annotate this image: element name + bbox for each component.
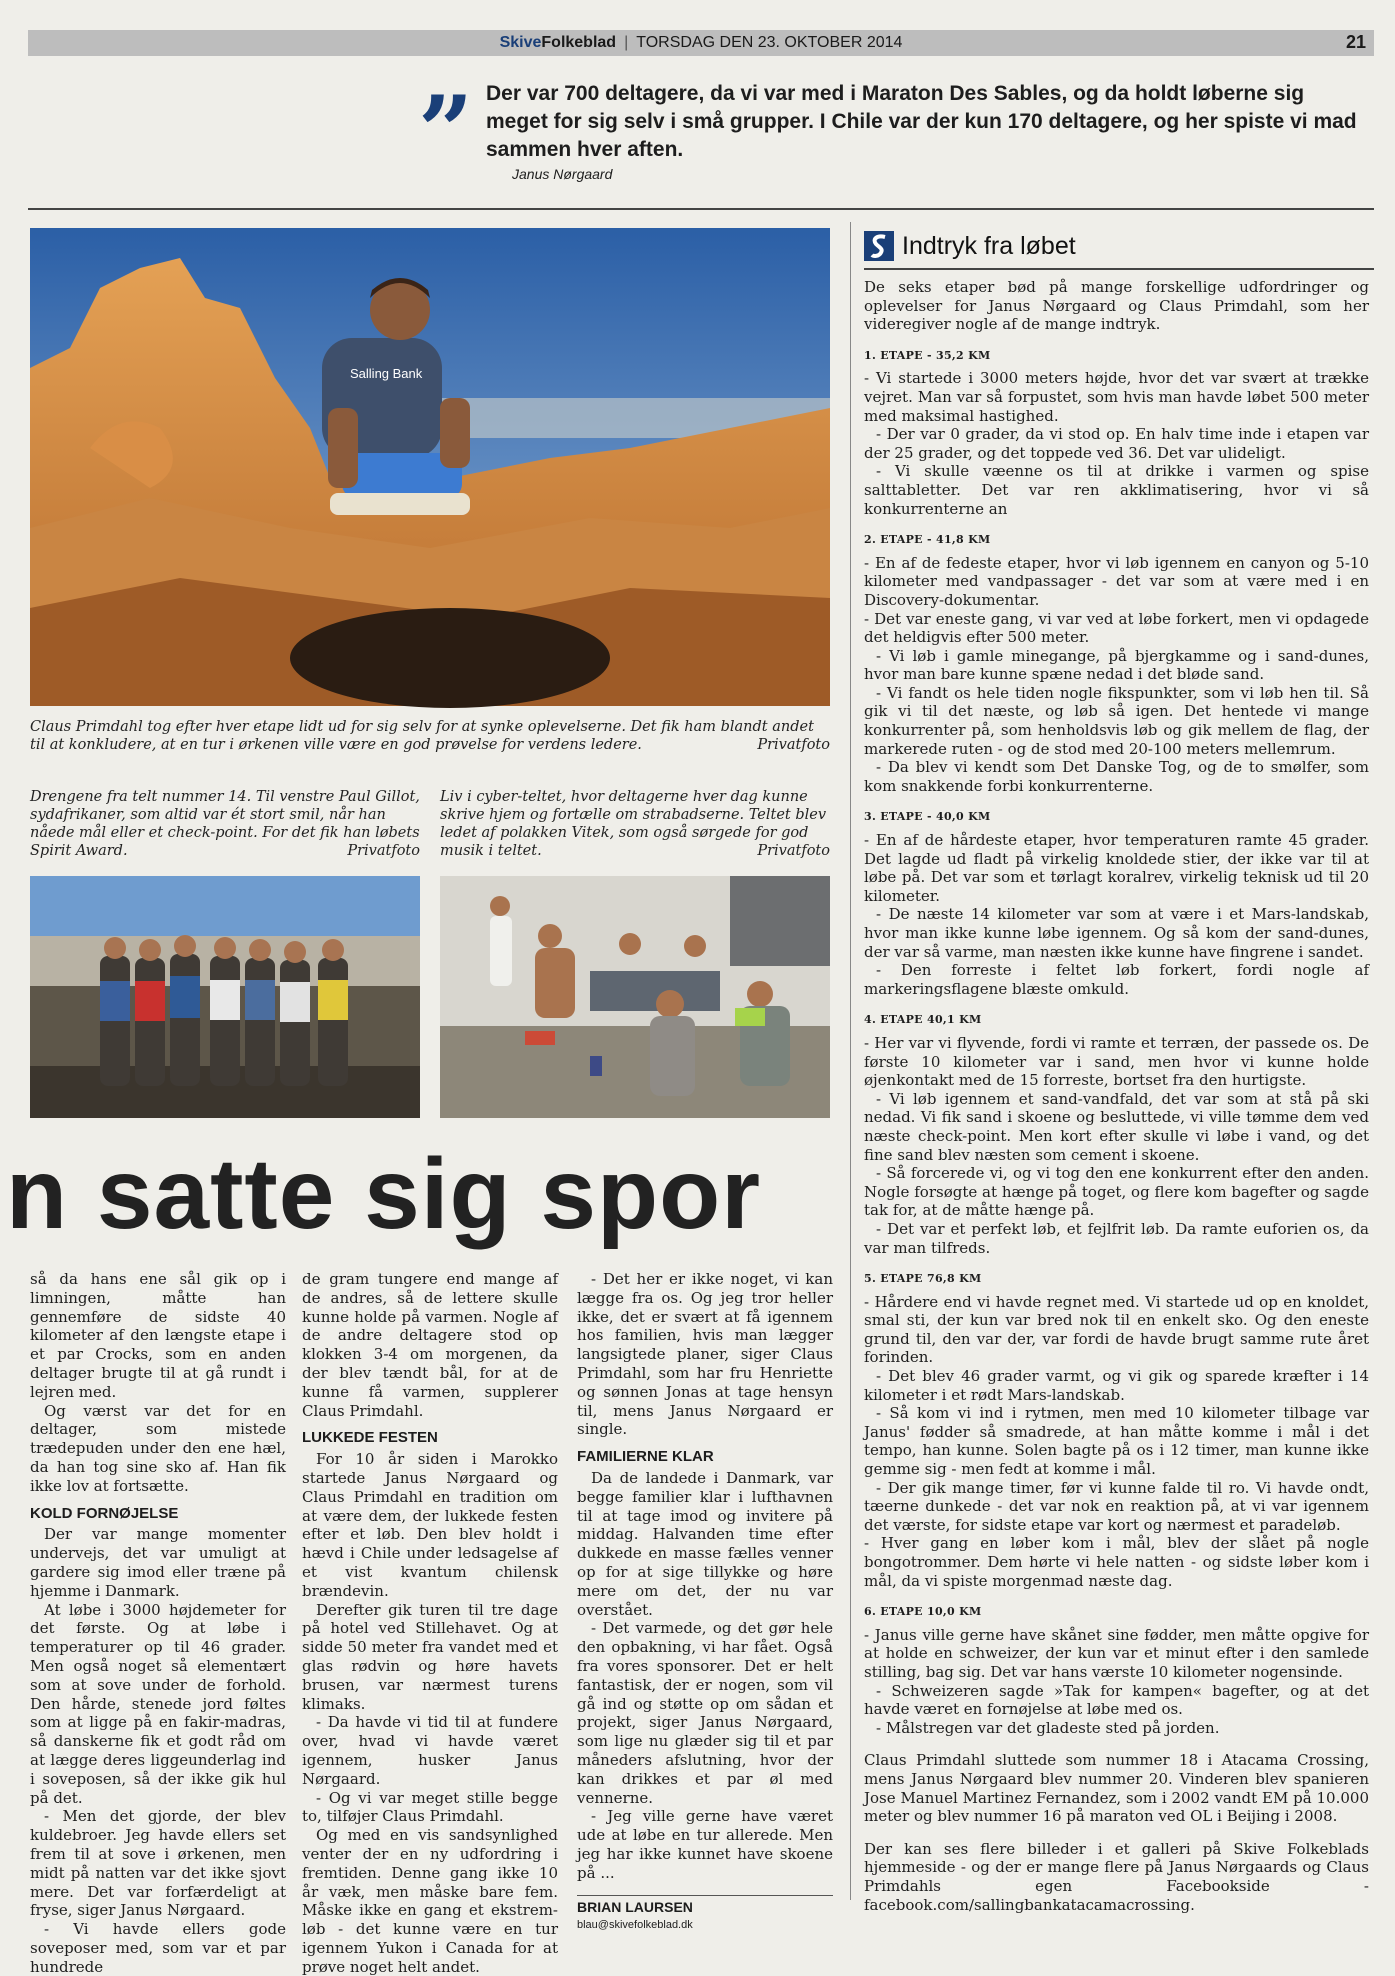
stage-paragraph: - Der gik mange timer, før vi kunne falde til ro. Vi havde ondt, tæerne dunkede - det var nok en reaktion på, at vi var igennem det værste, for sidste etape var kort og nærmest et paradeløb. bbox=[864, 1478, 1369, 1534]
caption-main-credit: Privatfoto bbox=[757, 737, 830, 753]
article-byline-email: blau@skivefolkeblad.dk bbox=[577, 1919, 693, 1932]
article-paragraph: Derefter gik turen til tre dage på hotel ved Stillehavet. Og at sidde 50 meter fra vandet med et glas rødvin og høre havets brusen, var nærmest turens klimaks. bbox=[302, 1600, 558, 1713]
pull-quote-author: Janus Nørgaard bbox=[512, 166, 613, 182]
sidebar-outro-gallery: Der kan ses flere billeder i et galleri på Skive Folkeblads hjemmeside - og der er mange flere på Janus Nørgaards og Claus Primdahls egen Facebookside - facebook.com/sallingbankatacamacrossing. bbox=[864, 1839, 1369, 1914]
stage-paragraph: - Det var eneste gang, vi var ved at løbe forkert, men vi opdagede det heldigvis efter 500 meter. bbox=[864, 609, 1369, 647]
article-paragraph: - Vi havde ellers gode soveposer med, som var et par hundrede bbox=[30, 1920, 286, 1976]
team-group-image bbox=[30, 876, 420, 1118]
stage-paragraph: - Den forreste i feltet løb forkert, fordi nogle af markeringsflagene blæste omkuld. bbox=[864, 961, 1369, 998]
stage-paragraph: - Hårdere end vi havde regnet med. Vi startede ud op en knoldet, smal sti, der kun var bred nok til en enkelt sko. Og den eneste grund til, den var der, var fordi de havde brugt samme rute året forinden. bbox=[864, 1292, 1369, 1367]
stage-paragraph: - En af de fedeste etaper, hvor vi løb igennem en canyon og 5-10 kilometer med vandpassager - det var som at være med i en Discovery-dokumentar. bbox=[864, 553, 1369, 609]
masthead-date: TORSDAG DEN 23. OKTOBER 2014 bbox=[636, 34, 903, 51]
article-paragraph: - Men det gjorde, der blev kuldebroer. Jeg havde ellers set frem til at sove i ørkenen, men midt på natten var det ikke sjovt mere. Det var forfærdeligt at fryse, siger Janus Nørgaard. bbox=[30, 1807, 286, 1920]
stage-heading: 6. ETAPE 10,0 KM bbox=[864, 1605, 982, 1619]
article-paragraph: de gram tungere end mange af de andres, så de lettere skulle kunne holde på varmen. Nogle af de andre deltagere stod op klokken 3-4 om morgenen, da der blev tændt bål, for at de kunne få varmen, supplerer Claus Primdahl. bbox=[302, 1270, 558, 1420]
masthead-brand-folkeblad: Folkeblad bbox=[541, 34, 617, 51]
skive-folkeblad-logo-icon bbox=[864, 231, 894, 261]
article-paragraph: Og med en vis sandsynlighed venter der en ny udfordring i fremtiden. Denne gang ikke 10 år væk, men måske bare fem. Måske ikke en gang et ekstrem-løb - det kunne være en tur igennem Yukon i Canada for at prøve noget helt andet. bbox=[302, 1826, 558, 1976]
stage-paragraph: - Målstregen var det gladeste sted på jorden. bbox=[876, 1718, 1220, 1737]
stage-paragraph: - Vi løb i gamle minegange, på bjergkamme og i sand-dunes, hvor man bare kunne spæne nedad i det bløde sand. bbox=[864, 646, 1369, 684]
article-column-1 bbox=[30, 1270, 286, 1976]
stage-paragraph: - Så kom vi ind i rytmen, men med 10 kilometer tilbage var Janus' fødder så smadrede, at han måtte komme i mål i det tempo, han kunne. Solen bagte på os i 12 timer, man kunne ikke gemme sig - men fedt at komme i mål. bbox=[864, 1404, 1369, 1479]
pull-quote: Der var 700 deltagere, da vi var med i Maraton Des Sables, og da holdt løberne sig meget for sig selv i små grupper. I Chile var der kun 170 deltagere, og her spiste vi mad sammen hver aften. bbox=[486, 82, 1357, 161]
masthead-separator: | bbox=[624, 34, 629, 51]
quote-mark-icon: ” bbox=[418, 75, 474, 188]
article-paragraph: - Det varmede, og det gør hele den opbakning, vi har fået. Også fra vores sponsorer. Det er helt fantastisk, der er nogen, som vil gå ind og støtte op om sådan et projekt, siger Janus Nørgaard, som lige nu glæder sig til et par måneders afslutning, hvor der kan drikkes et par øl med vennerne. bbox=[577, 1619, 833, 1807]
stage-paragraph: - Der var 0 grader, da vi stod op. En halv time inde i etapen var der 25 grader, og det toppede ved 36. Det var ulideligt. bbox=[864, 425, 1369, 462]
stage-heading: 2. ETAPE - 41,8 KM bbox=[864, 533, 991, 547]
stage-heading: 4. ETAPE 40,1 KM bbox=[864, 1013, 982, 1027]
article-paragraph: - Jeg ville gerne have været ude at løbe en tur allerede. Men jeg har ikke kunnet have skoene på ... bbox=[577, 1807, 833, 1882]
stage-paragraph: - Det var et perfekt løb, et fejlfrit løb. Da ramte euforien os, da var man tilfreds. bbox=[864, 1219, 1369, 1257]
sidebar-rule bbox=[864, 268, 1374, 270]
sidebar-intro: De seks etaper bød på mange forskellige udfordringer og oplevelser for Janus Nørgaard og Claus Primdahl, som her videregiver nogle af de mange indtryk. bbox=[864, 278, 1369, 334]
caption-group-credit: Privatfoto bbox=[347, 843, 420, 859]
article-column-3 bbox=[577, 1270, 833, 1935]
photo-tent-14-team bbox=[30, 876, 420, 1118]
stage-paragraph: - Her var vi flyvende, fordi vi ramte et terræn, der passede os. De første 10 kilometer var i sand, men hvor vi kunne holde øjenkontakt med de 15 forreste, bortset fra den hurtigste. bbox=[864, 1033, 1369, 1090]
stage-paragraph: - Vi løb igennem et sand-vandfald, det var som at stå på ski nedad. Vi fik sand i skoene og besluttede, vi ville tømme dem ved næste check-point. Men kort efter skulle vi løbe i vand, og det fine sand blev næsten som cement i skoene. bbox=[864, 1089, 1369, 1164]
article-subheading: FAMILIERNE KLAR bbox=[577, 1448, 714, 1466]
photo-caption-group bbox=[30, 788, 420, 860]
photo-desert-runner bbox=[30, 228, 830, 706]
article-subheading: KOLD FORNØJELSE bbox=[30, 1504, 179, 1522]
masthead-brand-skive: Skive bbox=[499, 34, 542, 51]
stage-paragraph: - Vi startede i 3000 meters højde, hvor det var svært at trække vejret. Man var så forpustet, som hvis man havde løbet 500 meter med maksimal hastighed. bbox=[864, 369, 1369, 425]
caption-tent-text: Liv i cyber-teltet, hvor deltagerne hver dag kunne skrive hjem og fortælle om strabadserne. Teltet blev ledet af polakken Vitek, som også sørgede for god musik i teltet. bbox=[440, 789, 827, 859]
article-paragraph: For 10 år siden i Marokko startede Janus Nørgaard og Claus Primdahl en tradition om at være dem, der lukkede festen efter et løb. Den blev holdt i hævd i Chile under ledsagelse af et vist kvantum chilensk brændevin. bbox=[302, 1450, 558, 1600]
stage-paragraph: - Så forcerede vi, og vi tog den ene konkurrent efter den anden. Nogle forsøgte at hænge på toget, og flere kom bagefter og sagde tak for, at de måtte hænge på. bbox=[864, 1164, 1369, 1220]
article-paragraph: så da hans ene sål gik op i limningen, måtte han gennemføre de sidste 40 kilometer af den længste etape i et par Crocks, som en anden deltager brugte til at gå rundt i lejren med. bbox=[30, 1270, 286, 1401]
sidebar-body bbox=[864, 278, 1369, 1914]
article-paragraph: Og værst var det for en deltager, som mistede trædepuden under den ene hæl, da han tog sine sko af. Han fik ikke lov at fortsætte. bbox=[30, 1401, 286, 1495]
sidebar-header bbox=[864, 228, 1374, 264]
stage-heading: 5. ETAPE 76,8 KM bbox=[864, 1272, 982, 1286]
article-column-2 bbox=[302, 1270, 558, 1976]
article-paragraph: At løbe i 3000 højdemeter for det første. Og at løbe i temperaturer op til 46 grader. Men også noget så elementært som at sove under de forhold. Den hårde, stenede jord føltes som at ligge på en fakir-madras, så danskerne fik et godt råd om at lægge deres liggeunderlag ind i soveposen, så der ikke gik hul på det. bbox=[30, 1600, 286, 1807]
stage-paragraph: - Det blev 46 grader varmt, og vi gik og sparede kræfter i 14 kilometer i et rødt Mars-landskab. bbox=[864, 1367, 1369, 1404]
page-number: 21 bbox=[1345, 32, 1366, 52]
sidebar-divider bbox=[850, 222, 851, 1900]
stage-paragraph: - Vi skulle væenne os til at drikke i varmen og spise salttabletter. Det var ren akklimatisering, hvor vi så konkurrenterne an bbox=[864, 462, 1369, 518]
article-paragraph: - Og vi var meget stille begge to, tilføjer Claus Primdahl. bbox=[302, 1788, 558, 1826]
sidebar-title: Indtryk fra løbet bbox=[902, 231, 1076, 260]
photo-cyber-tent bbox=[440, 876, 830, 1118]
photo-caption-main bbox=[30, 718, 830, 754]
article-paragraph: Da de landede i Danmark, var begge familier klar i lufthavnen til at tage imod og invitere på middag. Halvanden time efter dukkede en masse fælles venner op for at sige tillykke og høre mere om det, der nu var overstået. bbox=[577, 1468, 833, 1619]
photo-caption-tent bbox=[440, 788, 830, 860]
caption-group-text: Drengene fra telt nummer 14. Til venstre Paul Gillot, sydafrikaner, som altid var ét stort smil, når han nåede mål eller et check-point. For det fik han løbets Spirit Award. bbox=[30, 789, 420, 859]
stage-paragraph: - Da blev vi kendt som Det Danske Tog, og de to smølfer, som kom snakkende forbi konkurrenterne. bbox=[864, 758, 1369, 795]
stage-heading: 1. ETAPE - 35,2 KM bbox=[864, 348, 991, 362]
stage-paragraph: - Janus ville gerne have skånet sine fødder, men måtte opgive for at holde en schweizer, der kun var et minut efter i den samlede stilling, bag sig. Det var hans værste 10 kilometer nogensinde. bbox=[864, 1625, 1369, 1681]
divider-rule bbox=[28, 208, 1374, 210]
sidebar-stages bbox=[864, 347, 1369, 1738]
stage-paragraph: - Vi fandt os hele tiden nogle fikspunkter, som vi løb hen til. Så gik vi til det næste, og løb så igen. Det hentede vi mange konkurrenter på, som henholdsvis løb og gik mellem de flag, der markerede ruten - og de stod med 20-100 meters mellemrum. bbox=[864, 683, 1369, 758]
article-paragraph: - Da havde vi tid til at fundere over, hvad vi havde været igennem, husker Janus Nørgaard. bbox=[302, 1713, 558, 1788]
stage-heading: 3. ETAPE - 40,0 KM bbox=[864, 810, 991, 824]
stage-paragraph: - En af de hårdeste etaper, hvor temperaturen ramte 45 grader. Det lagde ud fladt på virkelig knoldede stier, der ikke var til at løbe på. Det var som et tørlagt koralrev, virkelig teknisk ud til 20 kilometer. bbox=[864, 831, 1369, 905]
desert-runner-image bbox=[30, 228, 830, 706]
masthead-bar bbox=[28, 30, 1374, 56]
caption-main-text: Claus Primdahl tog efter hver etape lidt ud for sig selv for at synke oplevelserne. Det fik ham blandt andet til at konkludere, at en tur i ørkenen ville være en god prøvelse for verdens ledere. bbox=[30, 719, 814, 753]
article-byline: BRIAN LAURSEN bbox=[577, 1895, 833, 1917]
article-paragraph: Der var mange momenter undervejs, det var umuligt at gardere sig imod eller træne på hjemme i Danmark. bbox=[30, 1525, 286, 1600]
sidebar-outro-result: Claus Primdahl sluttede som nummer 18 i Atacama Crossing, mens Janus Nørgaard blev nummer 20. Vinderen blev spanieren Jose Manuel Martinez Fernandez, som i 2002 vandt EM på 10.000 meter og blev nummer 16 på maraton ved OL i Beijing i 2008. bbox=[864, 1751, 1369, 1826]
stage-paragraph: - De næste 14 kilometer var som at være i et Mars-landskab, hvor man ikke kunne løbe igennem. Og så kom der sand-dunes, der var så varme, man næsten ikke kunne have fingrene i sandet. bbox=[864, 905, 1369, 961]
cyber-tent-image bbox=[440, 876, 830, 1118]
stage-paragraph: - Schweizeren sagde »Tak for kampen« bagefter, og at det havde været en fornøjelse at løbe med os. bbox=[864, 1681, 1369, 1719]
article-headline: n satte sig spor bbox=[6, 1138, 762, 1250]
article-paragraph: - Det her er ikke noget, vi kan lægge fra os. Og jeg tror heller ikke, det er svært at få igennem hos familien, hvis man lægger langsigtede planer, siger Claus Primdahl, som har fru Henriette og sønnen Jonas at tage hensyn til, mens Janus Nørgaard er single. bbox=[577, 1270, 833, 1439]
stage-paragraph: - Hver gang en løber kom i mål, blev der slået på nogle bongotrommer. Dem hørte vi hele natten - og sidste løber kom i mål, da vi spiste morgenmad næste dag. bbox=[864, 1534, 1369, 1590]
article-subheading: LUKKEDE FESTEN bbox=[302, 1429, 438, 1447]
caption-tent-credit: Privatfoto bbox=[757, 843, 830, 859]
shirt-sponsor-text: Salling Bank bbox=[350, 366, 423, 381]
